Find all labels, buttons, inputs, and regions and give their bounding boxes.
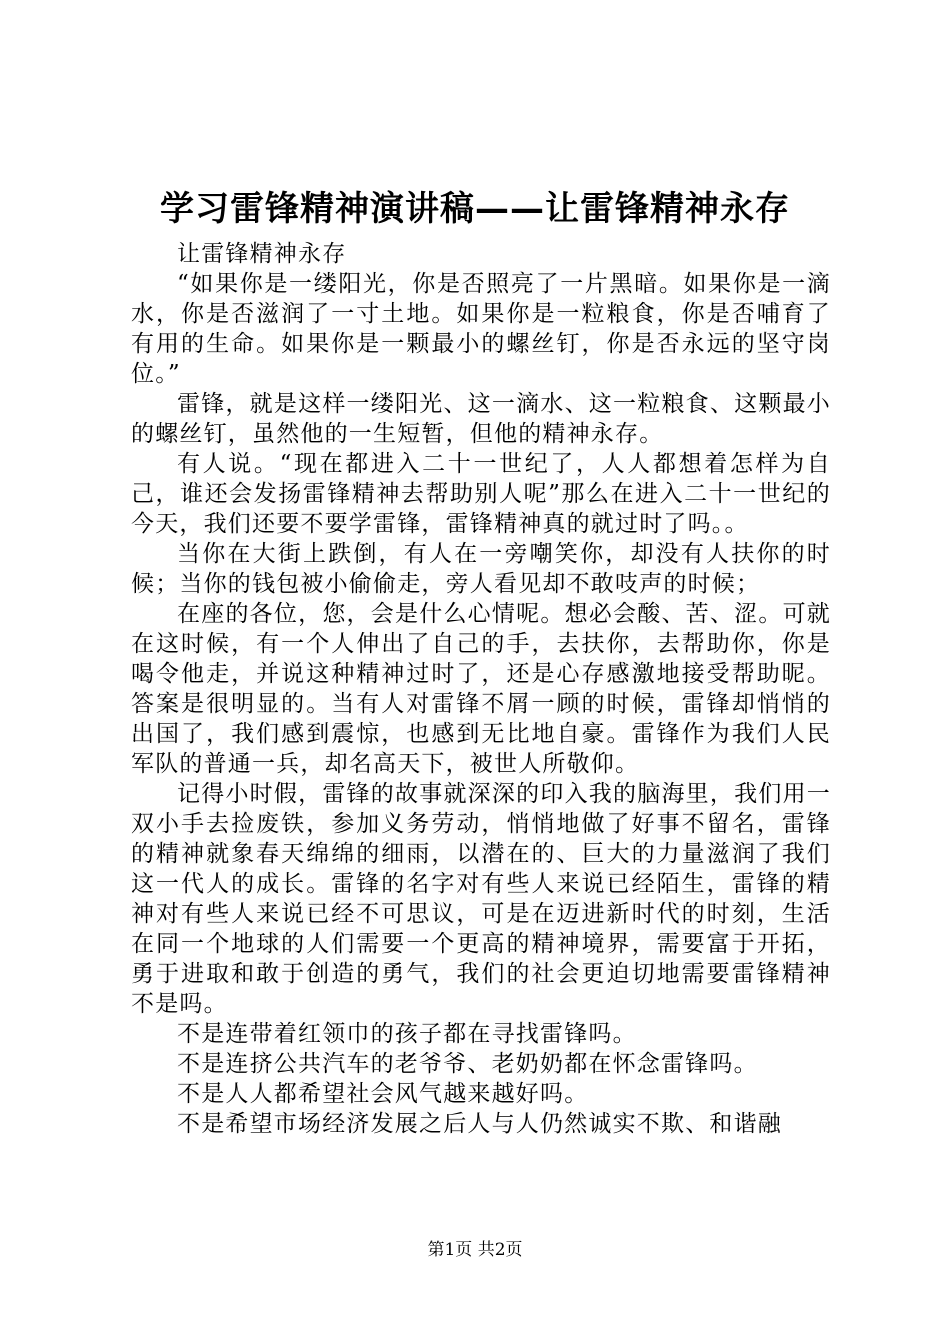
paragraph: “如果你是一缕阳光，你是否照亮了一片黑暗。如果你是一滴水，你是否滋润了一寸土地。如果你是一粒粮食，你是否哺育了有用的生命。如果你是一颗最小的螺丝钉，你是否永远的坚守岗位。”	[131, 271, 831, 387]
paragraph: 记得小时假，雷锋的故事就深深的印入我的脑海里，我们用一双小手去捡废铁，参加义务劳动，悄悄地做了好事不留名，雷锋的精神就象春天绵绵的细雨，以潜在的、巨大的力量滋润了我们这一代人的成长。雷锋的名字对有些人来说已经陌生，雷锋的精神对有些人来说已经不可思议，可是在迈进新时代的时刻，生活在同一个地球的人们需要一个更高的精神境界，需要富于开拓，勇于进取和敢于创造的勇气，我们的社会更迫切地需要雷锋精神不是吗。	[131, 781, 831, 1017]
paragraph-subtitle: 让雷锋精神永存	[177, 241, 347, 267]
paragraph: 不是希望市场经济发展之后人与人仍然诚实不欺、和谐融	[177, 1111, 782, 1137]
paragraph: 当你在大街上跌倒，有人在一旁嘲笑你，却没有人扶你的时候；当你的钱包被小偷偷走，旁人看见却不敢吱声的时候；	[131, 541, 831, 597]
paragraph: 雷锋，就是这样一缕阳光、这一滴水、这一粒粮食、这颗最小的螺丝钉，虽然他的一生短暂，但他的精神永存。	[131, 391, 831, 447]
document-title: 学习雷锋精神演讲稿——让雷锋精神永存	[160, 189, 790, 229]
paragraph: 不是连带着红领巾的孩子都在寻找雷锋吗。	[177, 1021, 637, 1047]
paragraph: 有人说。“现在都进入二十一世纪了，人人都想着怎样为自己，谁还会发扬雷锋精神去帮助别人呢”那么在进入二十一世纪的今天，我们还要不要学雷锋，雷锋精神真的就过时了吗。。	[131, 451, 831, 537]
paragraph: 不是连挤公共汽车的老爷爷、老奶奶都在怀念雷锋吗。	[177, 1051, 758, 1077]
document-body	[131, 239, 831, 1139]
paragraph: 在座的各位，您，会是什么心情呢。想必会酸、苦、涩。可就在这时候，有一个人伸出了自己的手，去扶你，去帮助你，你是喝令他走，并说这种精神过时了，还是心存感激地接受帮助昵。答案是很明显的。当有人对雷锋不屑一顾的时候，雷锋却悄悄的出国了，我们感到震惊，也感到无比地自豪。雷锋作为我们人民军队的普通一兵，却名高天下，被世人所敬仰。	[131, 601, 831, 777]
paragraph: 不是人人都希望社会风气越来越好吗。	[177, 1081, 589, 1107]
page-number-footer: 第1页 共2页	[427, 1240, 523, 1260]
